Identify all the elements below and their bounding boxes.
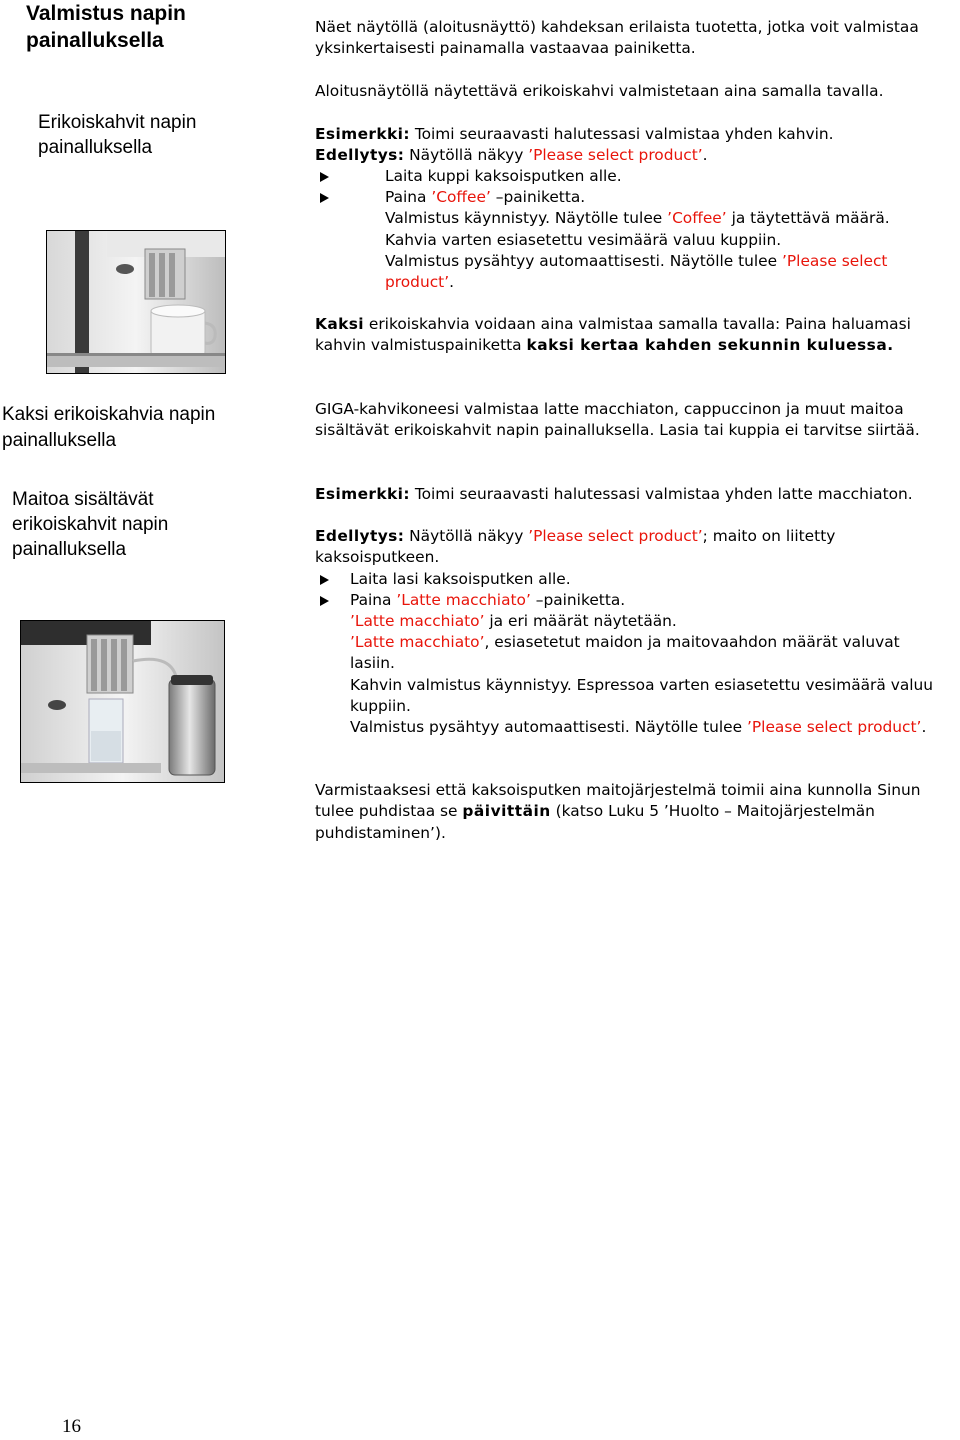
result4-end: . [921, 718, 927, 736]
prerequisite-text: Näytöllä näkyy [404, 146, 529, 164]
display-please-select: ’Please select product’ [528, 146, 703, 164]
result4-pre: Valmistus pysähtyy automaattisesti. Näytölle tulee [350, 718, 747, 736]
result3-pre: Valmistus pysähtyy automaattisesti. Näytölle tulee [385, 252, 782, 270]
display-latte-macchiato: ’Latte macchiato’ [350, 633, 485, 651]
display-please-select: ’Please select product’ [747, 718, 922, 736]
display-please-select: ’Please select product’ [528, 527, 703, 545]
section2-text: erikoiskahvia voidaan aina valmistaa samalla tavalla: Paina haluamasi kahvin valmistuspainiketta [315, 315, 911, 355]
result1-post: ja eri määrät näytetään. [484, 612, 677, 630]
section2-end: . [887, 336, 894, 355]
latte-macchiato-button-label: ’Latte macchiato’ [396, 591, 531, 609]
section3-result4 [350, 717, 930, 738]
section2-emphasis: kaksi kertaa kahden sekunnin kuluessa [526, 336, 888, 355]
coffee-machine-cup-figure [46, 230, 226, 374]
kaksi-label: Kaksi [315, 315, 364, 333]
section3-step2 [350, 590, 625, 611]
section1-heading: Erikoiskahvit napin painalluksella [38, 112, 197, 158]
step2-pre: Paina [385, 188, 432, 206]
bullet-arrow-icon [320, 596, 329, 606]
coffee-button-label: ’Coffee’ [431, 188, 491, 206]
result3-end: . [449, 273, 454, 291]
section2-paragraph [315, 314, 960, 357]
section1-intro: Näet näytöllä (aloitusnäyttö) kahdeksan erilaista tuotetta, jotka voit valmistaa yksinkertaisesti painamalla vastaavaa painiketta. [315, 18, 919, 58]
section3-result1 [350, 611, 677, 632]
section1-result3 [385, 251, 887, 272]
section3-result3: Kahvin valmistus käynnistyy. Espressoa varten esiasetettu vesimäärä valuu kuppiin. [350, 676, 934, 716]
coffee-machine-milk-illustration [21, 621, 224, 782]
coffee-machine-cup-illustration [47, 231, 225, 373]
display-latte-macchiato: ’Latte macchiato’ [350, 612, 485, 630]
example-text: Toimi seuraavasti halutessasi valmistaa yhden kahvin. [409, 125, 834, 143]
section3-example [315, 484, 915, 505]
section1-same-way: Aloitusnäytöllä näytettävä erikoiskahvi valmistetaan aina samalla tavalla. [315, 82, 884, 100]
display-please-select-b: product’ [385, 273, 450, 291]
display-coffee: ’Coffee’ [667, 209, 727, 227]
section1-prerequisite [315, 145, 708, 166]
main-heading: Valmistus napin painalluksella [26, 2, 186, 52]
example-label: Esimerkki: [315, 485, 410, 503]
section3-step1: Laita lasi kaksoisputken alle. [350, 570, 571, 588]
prerequisite-end: ; maito on liitetty kaksoisputkeen. [315, 527, 836, 567]
step2-post: –painiketta. [490, 188, 586, 206]
prerequisite-label: Edellytys: [315, 146, 405, 164]
example-label: Esimerkki: [315, 125, 410, 143]
example-text: Toimi seuraavasti halutessasi valmistaa yhden latte macchiaton. [409, 485, 913, 503]
page-number: 16 [62, 1416, 81, 1437]
bullet-arrow-icon [320, 193, 329, 203]
step2-post: –painiketta. [530, 591, 626, 609]
section2-heading: Kaksi erikoiskahvia napin painalluksella [2, 404, 216, 451]
step2-pre: Paina [350, 591, 397, 609]
result2-post: , esiasetetut maidon ja maitovaahdon määrät valuvat lasiin. [350, 633, 900, 673]
display-please-select-a: ’Please select [782, 252, 888, 270]
result1-post: ja täytettävä määrä. [726, 209, 890, 227]
section1-example [315, 124, 834, 145]
prerequisite-end: . [702, 146, 708, 164]
maintenance-note [315, 780, 960, 844]
section1-step1: Laita kuppi kaksoisputken alle. [385, 167, 622, 185]
daily-emphasis: päivittäin [462, 802, 551, 821]
maintenance-text2: (katso Luku 5 ’Huolto – Maitojärjestelmän puhdistaminen’). [315, 802, 875, 842]
result1-pre: Valmistus käynnistyy. Näytölle tulee [385, 209, 668, 227]
section1-result3-cont [385, 272, 454, 293]
prerequisite-label: Edellytys: [315, 527, 405, 545]
section1-step2 [385, 187, 585, 208]
section3-intro: GIGA-kahvikoneesi valmistaa latte macchiaton, cappuccinon ja muut maitoa sisältävät erikoiskahvit napin painalluksella. Lasia tai kuppia ei tarvitse siirtää. [315, 400, 920, 440]
section1-result1 [385, 208, 890, 229]
bullet-arrow-icon [320, 575, 329, 585]
section3-result2 [350, 632, 910, 675]
section3-prerequisite [315, 526, 925, 569]
maintenance-text1: Varmistaaksesi että kaksoisputken maitojärjestelmä toimii aina kunnolla Sinun tulee puhdistaa se [315, 781, 921, 821]
section3-heading: Maitoa sisältävät erikoiskahvit napin painalluksella [12, 489, 169, 560]
bullet-arrow-icon [320, 172, 329, 182]
coffee-machine-milk-figure [20, 620, 225, 783]
section1-result2: Kahvia varten esiasetettu vesimäärä valuu kuppiin. [385, 231, 782, 249]
prerequisite-text: Näytöllä näkyy [404, 527, 529, 545]
